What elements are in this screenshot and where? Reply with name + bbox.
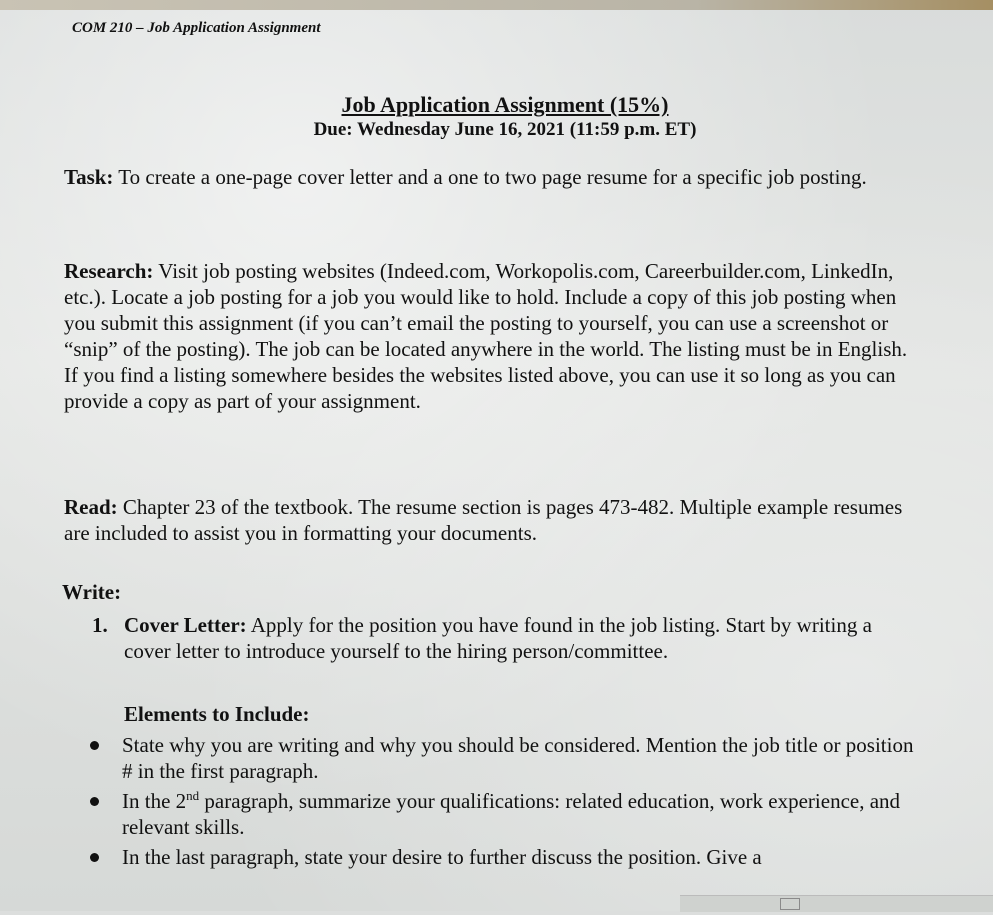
monitor-edge <box>0 0 993 10</box>
read-label: Read: <box>64 495 118 519</box>
list-item <box>90 732 920 784</box>
read-paragraph <box>64 494 924 546</box>
bullet-icon <box>90 797 99 806</box>
status-bar <box>680 895 993 912</box>
cover-letter-text: Apply for the position you have found in the job listing. Start by writing a cover letter to introduce yourself to the hiring person/committee. <box>124 613 872 663</box>
list-item <box>90 844 920 870</box>
bullet-text-post: paragraph, summarize your qualifications: related education, work experience, and relevant skills. <box>122 789 901 839</box>
due-date: Due: Wednesday June 16, 2021 (11:59 p.m. ET) <box>313 119 697 140</box>
elements-label: Elements to Include: <box>124 702 310 726</box>
research-text: Visit job posting websites (Indeed.com, Workopolis.com, Careerbuilder.com, LinkedIn, etc.). Locate a job posting for a job you would like to hold. Include a copy of this job posting when you submit this assignment (if you can’t email the posting to yourself, you can use a screenshot or “snip” of the posting). The job can be located anywhere in the world. The listing must be in English. If you find a listing somewhere besides the websites listed above, you can use it so long as you can provide a copy as part of your assignment. <box>64 259 908 413</box>
list-item <box>90 788 920 840</box>
view-icon[interactable] <box>780 898 800 910</box>
task-text: To create a one-page cover letter and a one to two page resume for a specific job posting. <box>113 165 867 189</box>
elements-list <box>90 732 920 874</box>
document-header: COM 210 – Job Application Assignment <box>72 20 321 36</box>
bullet-icon <box>90 741 99 750</box>
bullet-text-pre: In the 2 <box>122 789 187 813</box>
bullet-text: In the last paragraph, state your desire to further discuss the position. Give a <box>122 845 762 869</box>
bullet-icon <box>90 853 99 862</box>
research-label: Research: <box>64 259 154 283</box>
read-text: Chapter 23 of the textbook. The resume section is pages 473-482. Multiple example resumes are included to assist you in formatting your documents. <box>64 495 903 545</box>
ordinal-suffix: nd <box>186 788 200 803</box>
bullet-text: State why you are writing and why you should be considered. Mention the job title or position # in the first paragraph. <box>122 733 914 783</box>
task-label: Task: <box>64 165 114 189</box>
research-paragraph <box>64 258 924 414</box>
title-block <box>270 92 740 142</box>
write-label: Write: <box>62 580 122 604</box>
cover-letter-label: Cover Letter: <box>124 613 247 637</box>
list-item-cover-letter <box>92 612 922 664</box>
task-paragraph <box>64 164 924 190</box>
assignment-title: Job Application Assignment (15%) <box>341 92 669 117</box>
item-number: 1. <box>92 613 108 637</box>
